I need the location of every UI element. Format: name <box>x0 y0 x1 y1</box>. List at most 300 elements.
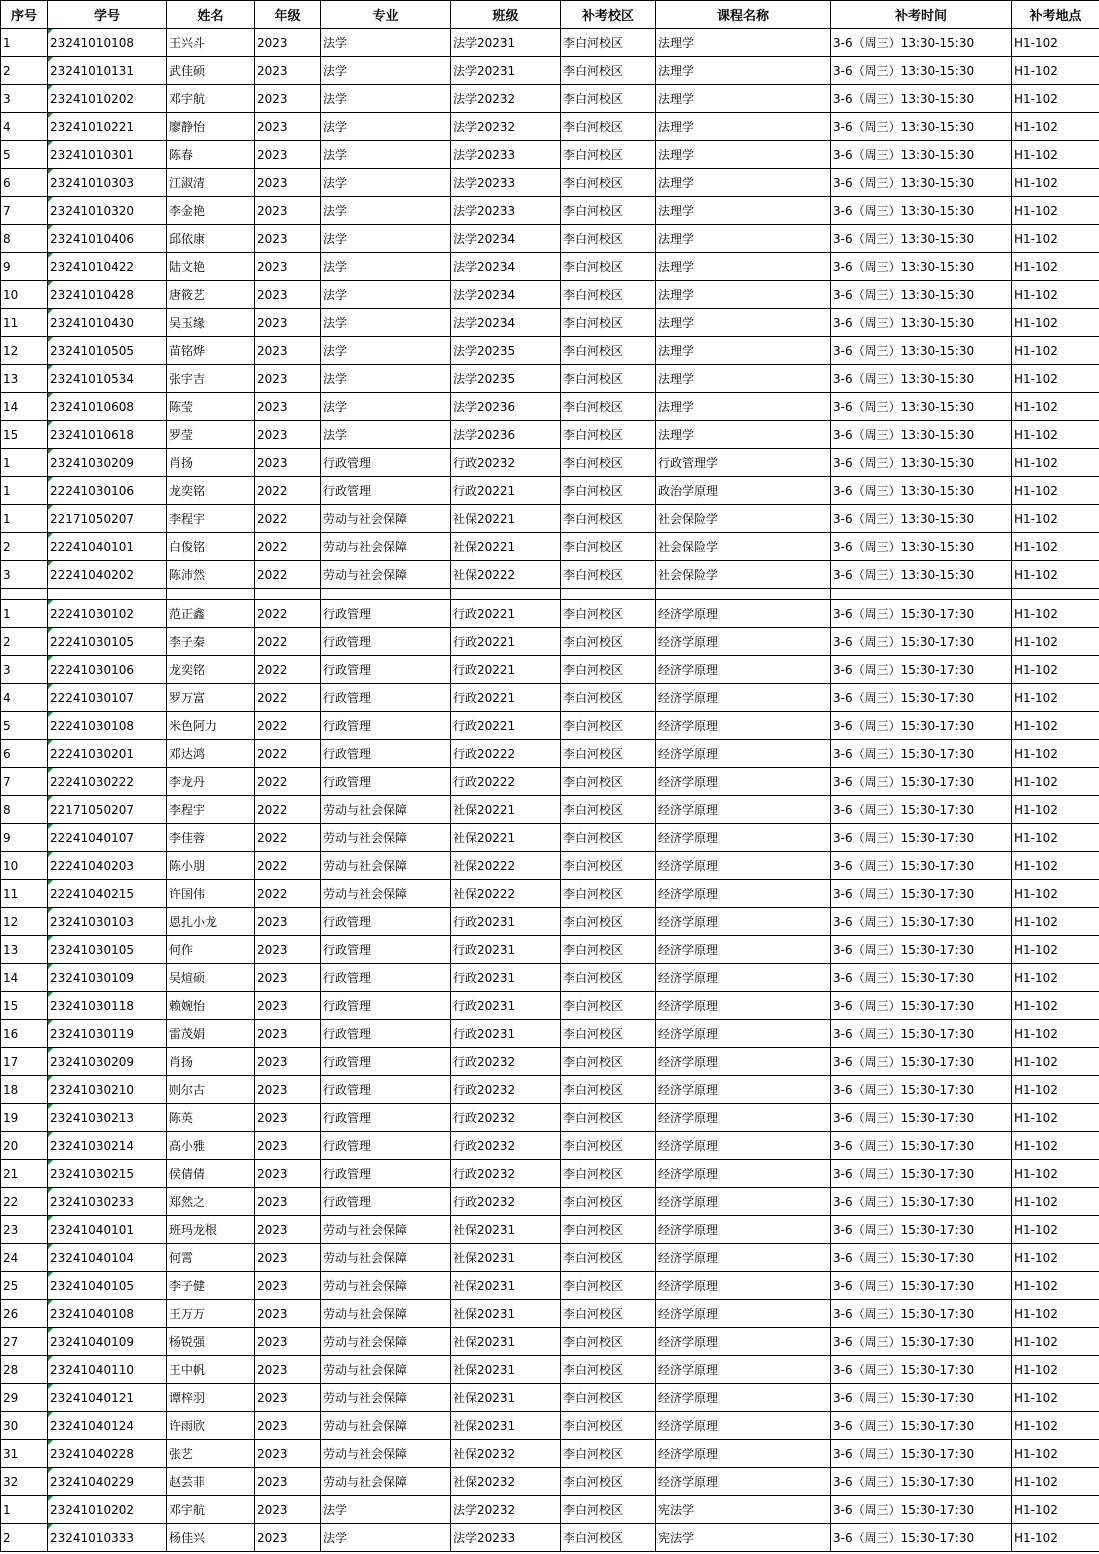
cell-student-id: 23241040110 <box>48 1356 167 1384</box>
cell-location: H1-102 <box>1012 1440 1099 1468</box>
cell-class: 法学20231 <box>451 29 561 57</box>
cell-seq: 23 <box>1 1216 48 1244</box>
cell-name: 谭梓羽 <box>167 1384 255 1412</box>
cell-name: 郑然之 <box>167 1188 255 1216</box>
blank-cell <box>656 589 831 600</box>
table-row <box>1 1468 1099 1496</box>
cell-time: 3-6（周三）15:30-17:30 <box>831 796 1012 824</box>
cell-major: 劳动与社会保障 <box>321 1272 451 1300</box>
cell-location: H1-102 <box>1012 796 1099 824</box>
cell-time: 3-6（周三）13:30-15:30 <box>831 505 1012 533</box>
cell-time: 3-6（周三）15:30-17:30 <box>831 1132 1012 1160</box>
cell-seq: 11 <box>1 880 48 908</box>
table-row <box>1 561 1099 589</box>
cell-student-id: 23241030119 <box>48 1020 167 1048</box>
cell-campus: 李白河校区 <box>561 964 656 992</box>
cell-campus: 李白河校区 <box>561 852 656 880</box>
cell-time: 3-6（周三）15:30-17:30 <box>831 1216 1012 1244</box>
cell-course: 经济学原理 <box>656 1076 831 1104</box>
table-row <box>1 768 1099 796</box>
cell-course: 经济学原理 <box>656 1300 831 1328</box>
cell-name: 陈莹 <box>167 393 255 421</box>
cell-location: H1-102 <box>1012 600 1099 628</box>
cell-location: H1-102 <box>1012 936 1099 964</box>
cell-student-id: 22171050207 <box>48 505 167 533</box>
cell-seq: 29 <box>1 1384 48 1412</box>
cell-campus: 李白河校区 <box>561 1468 656 1496</box>
cell-campus: 李白河校区 <box>561 505 656 533</box>
cell-course: 法理学 <box>656 337 831 365</box>
cell-seq: 7 <box>1 197 48 225</box>
cell-student-id: 23241010303 <box>48 169 167 197</box>
cell-campus: 李白河校区 <box>561 281 656 309</box>
cell-student-id: 22241040202 <box>48 561 167 589</box>
cell-course: 法理学 <box>656 225 831 253</box>
cell-class: 行政20231 <box>451 936 561 964</box>
cell-course: 经济学原理 <box>656 1244 831 1272</box>
cell-class: 法学20232 <box>451 1496 561 1524</box>
cell-seq: 11 <box>1 309 48 337</box>
blank-cell <box>321 589 451 600</box>
cell-name: 吴玉缘 <box>167 309 255 337</box>
cell-seq: 2 <box>1 533 48 561</box>
cell-class: 社保20231 <box>451 1412 561 1440</box>
cell-class: 行政20221 <box>451 656 561 684</box>
cell-location: H1-102 <box>1012 824 1099 852</box>
cell-name: 何霄 <box>167 1244 255 1272</box>
cell-major: 行政管理 <box>321 1160 451 1188</box>
cell-major: 法学 <box>321 1524 451 1552</box>
cell-name: 侯倩倩 <box>167 1160 255 1188</box>
cell-class: 社保20231 <box>451 1384 561 1412</box>
cell-class: 行政20221 <box>451 684 561 712</box>
cell-campus: 李白河校区 <box>561 1328 656 1356</box>
cell-class: 法学20231 <box>451 57 561 85</box>
cell-student-id: 23241010131 <box>48 57 167 85</box>
table-row <box>1 1216 1099 1244</box>
cell-course: 经济学原理 <box>656 1412 831 1440</box>
cell-seq: 24 <box>1 1244 48 1272</box>
cell-course: 经济学原理 <box>656 1356 831 1384</box>
cell-location: H1-102 <box>1012 309 1099 337</box>
cell-name: 许雨欣 <box>167 1412 255 1440</box>
cell-seq: 5 <box>1 712 48 740</box>
table-row <box>1 85 1099 113</box>
table-row <box>1 253 1099 281</box>
cell-student-id: 22241030105 <box>48 628 167 656</box>
cell-class: 社保20221 <box>451 796 561 824</box>
cell-course: 经济学原理 <box>656 880 831 908</box>
cell-time: 3-6（周三）15:30-17:30 <box>831 1524 1012 1552</box>
table-row <box>1 1104 1099 1132</box>
cell-grade: 2023 <box>255 225 321 253</box>
cell-grade: 2023 <box>255 1132 321 1160</box>
table-row <box>1 1272 1099 1300</box>
blank-cell <box>1012 589 1099 600</box>
cell-seq: 20 <box>1 1132 48 1160</box>
cell-course: 经济学原理 <box>656 712 831 740</box>
cell-course: 社会保险学 <box>656 505 831 533</box>
cell-campus: 李白河校区 <box>561 600 656 628</box>
cell-grade: 2023 <box>255 1104 321 1132</box>
blank-cell <box>255 589 321 600</box>
cell-time: 3-6（周三）13:30-15:30 <box>831 309 1012 337</box>
cell-class: 法学20236 <box>451 393 561 421</box>
cell-grade: 2023 <box>255 29 321 57</box>
cell-major: 法学 <box>321 169 451 197</box>
cell-course: 经济学原理 <box>656 852 831 880</box>
cell-location: H1-102 <box>1012 1188 1099 1216</box>
cell-campus: 李白河校区 <box>561 337 656 365</box>
cell-time: 3-6（周三）15:30-17:30 <box>831 600 1012 628</box>
cell-class: 社保20231 <box>451 1328 561 1356</box>
table-row <box>1 281 1099 309</box>
table-row <box>1 992 1099 1020</box>
cell-class: 社保20231 <box>451 1216 561 1244</box>
cell-time: 3-6（周三）13:30-15:30 <box>831 449 1012 477</box>
cell-major: 劳动与社会保障 <box>321 880 451 908</box>
cell-class: 行政20231 <box>451 964 561 992</box>
cell-location: H1-102 <box>1012 253 1099 281</box>
cell-course: 经济学原理 <box>656 908 831 936</box>
cell-course: 法理学 <box>656 141 831 169</box>
cell-campus: 李白河校区 <box>561 169 656 197</box>
cell-name: 王中帆 <box>167 1356 255 1384</box>
cell-seq: 27 <box>1 1328 48 1356</box>
cell-major: 法学 <box>321 197 451 225</box>
cell-location: H1-102 <box>1012 964 1099 992</box>
cell-student-id: 23241040109 <box>48 1328 167 1356</box>
cell-major: 法学 <box>321 225 451 253</box>
cell-name: 杨佳兴 <box>167 1524 255 1552</box>
cell-time: 3-6（周三）15:30-17:30 <box>831 936 1012 964</box>
cell-major: 行政管理 <box>321 964 451 992</box>
cell-student-id: 23241040108 <box>48 1300 167 1328</box>
cell-grade: 2023 <box>255 449 321 477</box>
cell-seq: 22 <box>1 1188 48 1216</box>
cell-name: 邓宇航 <box>167 1496 255 1524</box>
cell-course: 经济学原理 <box>656 1272 831 1300</box>
cell-time: 3-6（周三）15:30-17:30 <box>831 880 1012 908</box>
cell-time: 3-6（周三）13:30-15:30 <box>831 225 1012 253</box>
cell-grade: 2023 <box>255 1356 321 1384</box>
cell-student-id: 23241030213 <box>48 1104 167 1132</box>
cell-name: 李佳蓉 <box>167 824 255 852</box>
table-row <box>1 1440 1099 1468</box>
cell-name: 邱依康 <box>167 225 255 253</box>
cell-time: 3-6（周三）15:30-17:30 <box>831 1328 1012 1356</box>
cell-location: H1-102 <box>1012 561 1099 589</box>
cell-class: 法学20233 <box>451 169 561 197</box>
cell-student-id: 23241010608 <box>48 393 167 421</box>
cell-name: 罗莹 <box>167 421 255 449</box>
header-time: 补考时间 <box>831 1 1012 29</box>
cell-location: H1-102 <box>1012 365 1099 393</box>
cell-class: 社保20222 <box>451 561 561 589</box>
cell-location: H1-102 <box>1012 281 1099 309</box>
cell-campus: 李白河校区 <box>561 1188 656 1216</box>
cell-student-id: 23241010505 <box>48 337 167 365</box>
cell-student-id: 23241010534 <box>48 365 167 393</box>
cell-seq: 4 <box>1 684 48 712</box>
cell-campus: 李白河校区 <box>561 113 656 141</box>
cell-location: H1-102 <box>1012 141 1099 169</box>
cell-class: 法学20233 <box>451 141 561 169</box>
cell-location: H1-102 <box>1012 449 1099 477</box>
cell-seq: 1 <box>1 600 48 628</box>
cell-name: 米色阿力 <box>167 712 255 740</box>
cell-location: H1-102 <box>1012 197 1099 225</box>
cell-location: H1-102 <box>1012 852 1099 880</box>
cell-course: 法理学 <box>656 85 831 113</box>
cell-seq: 28 <box>1 1356 48 1384</box>
blank-cell <box>48 589 167 600</box>
cell-course: 政治学原理 <box>656 477 831 505</box>
cell-seq: 3 <box>1 85 48 113</box>
cell-time: 3-6（周三）15:30-17:30 <box>831 1244 1012 1272</box>
cell-student-id: 22241040101 <box>48 533 167 561</box>
cell-seq: 13 <box>1 365 48 393</box>
cell-class: 社保20231 <box>451 1272 561 1300</box>
cell-grade: 2023 <box>255 113 321 141</box>
cell-campus: 李白河校区 <box>561 992 656 1020</box>
cell-campus: 李白河校区 <box>561 1132 656 1160</box>
cell-grade: 2022 <box>255 600 321 628</box>
cell-class: 社保20221 <box>451 505 561 533</box>
cell-location: H1-102 <box>1012 1132 1099 1160</box>
cell-class: 社保20231 <box>451 1356 561 1384</box>
cell-seq: 9 <box>1 824 48 852</box>
cell-grade: 2022 <box>255 852 321 880</box>
cell-seq: 14 <box>1 393 48 421</box>
cell-time: 3-6（周三）15:30-17:30 <box>831 1440 1012 1468</box>
cell-seq: 5 <box>1 141 48 169</box>
cell-campus: 李白河校区 <box>561 141 656 169</box>
cell-location: H1-102 <box>1012 1356 1099 1384</box>
cell-location: H1-102 <box>1012 337 1099 365</box>
cell-course: 经济学原理 <box>656 824 831 852</box>
cell-seq: 19 <box>1 1104 48 1132</box>
table-body <box>1 29 1099 1552</box>
cell-location: H1-102 <box>1012 29 1099 57</box>
table-row <box>1 29 1099 57</box>
cell-grade: 2022 <box>255 684 321 712</box>
cell-class: 法学20234 <box>451 225 561 253</box>
header-row <box>1 1 1099 29</box>
cell-seq: 15 <box>1 421 48 449</box>
cell-location: H1-102 <box>1012 1300 1099 1328</box>
cell-name: 邓宇航 <box>167 85 255 113</box>
cell-location: H1-102 <box>1012 57 1099 85</box>
table-row <box>1 1188 1099 1216</box>
cell-major: 行政管理 <box>321 628 451 656</box>
cell-student-id: 23241030209 <box>48 449 167 477</box>
cell-course: 经济学原理 <box>656 1160 831 1188</box>
cell-student-id: 23241030109 <box>48 964 167 992</box>
cell-campus: 李白河校区 <box>561 561 656 589</box>
cell-seq: 18 <box>1 1076 48 1104</box>
cell-major: 行政管理 <box>321 1020 451 1048</box>
cell-major: 法学 <box>321 309 451 337</box>
cell-name: 何作 <box>167 936 255 964</box>
cell-location: H1-102 <box>1012 1104 1099 1132</box>
cell-course: 经济学原理 <box>656 1188 831 1216</box>
table-row <box>1 656 1099 684</box>
blank-cell <box>1 589 48 600</box>
cell-location: H1-102 <box>1012 768 1099 796</box>
cell-grade: 2023 <box>255 992 321 1020</box>
cell-name: 江淑清 <box>167 169 255 197</box>
cell-grade: 2023 <box>255 1440 321 1468</box>
cell-class: 行政20221 <box>451 477 561 505</box>
cell-seq: 3 <box>1 656 48 684</box>
cell-location: H1-102 <box>1012 1272 1099 1300</box>
cell-campus: 李白河校区 <box>561 1384 656 1412</box>
cell-name: 许国伟 <box>167 880 255 908</box>
cell-time: 3-6（周三）15:30-17:30 <box>831 1272 1012 1300</box>
cell-name: 王万万 <box>167 1300 255 1328</box>
cell-time: 3-6（周三）13:30-15:30 <box>831 197 1012 225</box>
cell-student-id: 22241040107 <box>48 824 167 852</box>
cell-student-id: 22241030222 <box>48 768 167 796</box>
cell-student-id: 23241040229 <box>48 1468 167 1496</box>
cell-seq: 15 <box>1 992 48 1020</box>
cell-seq: 6 <box>1 169 48 197</box>
cell-campus: 李白河校区 <box>561 85 656 113</box>
cell-student-id: 23241030209 <box>48 1048 167 1076</box>
cell-campus: 李白河校区 <box>561 908 656 936</box>
cell-seq: 17 <box>1 1048 48 1076</box>
cell-grade: 2023 <box>255 1244 321 1272</box>
cell-class: 社保20221 <box>451 824 561 852</box>
cell-major: 法学 <box>321 141 451 169</box>
cell-campus: 李白河校区 <box>561 1076 656 1104</box>
cell-time: 3-6（周三）15:30-17:30 <box>831 1160 1012 1188</box>
cell-student-id: 23241030215 <box>48 1160 167 1188</box>
table-row <box>1 337 1099 365</box>
cell-location: H1-102 <box>1012 1328 1099 1356</box>
cell-time: 3-6（周三）15:30-17:30 <box>831 908 1012 936</box>
cell-course: 经济学原理 <box>656 796 831 824</box>
cell-campus: 李白河校区 <box>561 880 656 908</box>
cell-seq: 25 <box>1 1272 48 1300</box>
cell-grade: 2022 <box>255 656 321 684</box>
cell-time: 3-6（周三）13:30-15:30 <box>831 533 1012 561</box>
cell-time: 3-6（周三）15:30-17:30 <box>831 712 1012 740</box>
table-row <box>1 964 1099 992</box>
cell-grade: 2022 <box>255 505 321 533</box>
table-row <box>1 796 1099 824</box>
cell-campus: 李白河校区 <box>561 29 656 57</box>
cell-class: 行政20232 <box>451 449 561 477</box>
table-row <box>1 141 1099 169</box>
cell-name: 李龙丹 <box>167 768 255 796</box>
cell-name: 陈小朋 <box>167 852 255 880</box>
cell-seq: 1 <box>1 449 48 477</box>
cell-location: H1-102 <box>1012 1020 1099 1048</box>
cell-major: 行政管理 <box>321 1188 451 1216</box>
cell-name: 李子健 <box>167 1272 255 1300</box>
cell-student-id: 23241010618 <box>48 421 167 449</box>
table-row <box>1 712 1099 740</box>
cell-major: 法学 <box>321 1496 451 1524</box>
cell-student-id: 23241010333 <box>48 1524 167 1552</box>
cell-campus: 李白河校区 <box>561 1412 656 1440</box>
cell-campus: 李白河校区 <box>561 1524 656 1552</box>
cell-student-id: 23241030118 <box>48 992 167 1020</box>
cell-course: 法理学 <box>656 113 831 141</box>
cell-time: 3-6（周三）13:30-15:30 <box>831 169 1012 197</box>
cell-major: 行政管理 <box>321 1104 451 1132</box>
cell-name: 则尔古 <box>167 1076 255 1104</box>
cell-course: 经济学原理 <box>656 684 831 712</box>
table-row <box>1 908 1099 936</box>
cell-campus: 李白河校区 <box>561 533 656 561</box>
cell-student-id: 23241030103 <box>48 908 167 936</box>
cell-name: 雷茂娟 <box>167 1020 255 1048</box>
blank-cell <box>451 589 561 600</box>
cell-grade: 2023 <box>255 85 321 113</box>
cell-course: 行政管理学 <box>656 449 831 477</box>
cell-grade: 2023 <box>255 281 321 309</box>
cell-grade: 2023 <box>255 393 321 421</box>
cell-time: 3-6（周三）15:30-17:30 <box>831 1188 1012 1216</box>
cell-major: 劳动与社会保障 <box>321 1412 451 1440</box>
cell-campus: 李白河校区 <box>561 1440 656 1468</box>
cell-location: H1-102 <box>1012 169 1099 197</box>
cell-seq: 12 <box>1 337 48 365</box>
cell-major: 法学 <box>321 57 451 85</box>
cell-class: 行政20221 <box>451 712 561 740</box>
blank-cell <box>167 589 255 600</box>
cell-class: 法学20233 <box>451 197 561 225</box>
cell-student-id: 22241030106 <box>48 477 167 505</box>
cell-name: 陆文艳 <box>167 253 255 281</box>
table-row <box>1 1076 1099 1104</box>
cell-class: 法学20235 <box>451 365 561 393</box>
cell-location: H1-102 <box>1012 1244 1099 1272</box>
cell-time: 3-6（周三）13:30-15:30 <box>831 365 1012 393</box>
cell-major: 法学 <box>321 421 451 449</box>
cell-major: 劳动与社会保障 <box>321 505 451 533</box>
table-row <box>1 600 1099 628</box>
cell-class: 社保20231 <box>451 1300 561 1328</box>
cell-grade: 2023 <box>255 141 321 169</box>
cell-major: 劳动与社会保障 <box>321 796 451 824</box>
cell-course: 法理学 <box>656 57 831 85</box>
cell-campus: 李白河校区 <box>561 1300 656 1328</box>
cell-course: 经济学原理 <box>656 740 831 768</box>
cell-campus: 李白河校区 <box>561 824 656 852</box>
cell-grade: 2023 <box>255 1020 321 1048</box>
cell-name: 白俊铭 <box>167 533 255 561</box>
cell-name: 陈沛然 <box>167 561 255 589</box>
cell-course: 经济学原理 <box>656 1216 831 1244</box>
cell-grade: 2023 <box>255 57 321 85</box>
cell-major: 行政管理 <box>321 477 451 505</box>
cell-class: 行政20231 <box>451 1020 561 1048</box>
cell-course: 社会保险学 <box>656 561 831 589</box>
cell-grade: 2023 <box>255 365 321 393</box>
table-row <box>1 477 1099 505</box>
cell-grade: 2023 <box>255 1048 321 1076</box>
header-campus: 补考校区 <box>561 1 656 29</box>
cell-name: 班玛龙根 <box>167 1216 255 1244</box>
cell-location: H1-102 <box>1012 908 1099 936</box>
cell-grade: 2023 <box>255 1216 321 1244</box>
cell-grade: 2022 <box>255 628 321 656</box>
cell-major: 法学 <box>321 337 451 365</box>
